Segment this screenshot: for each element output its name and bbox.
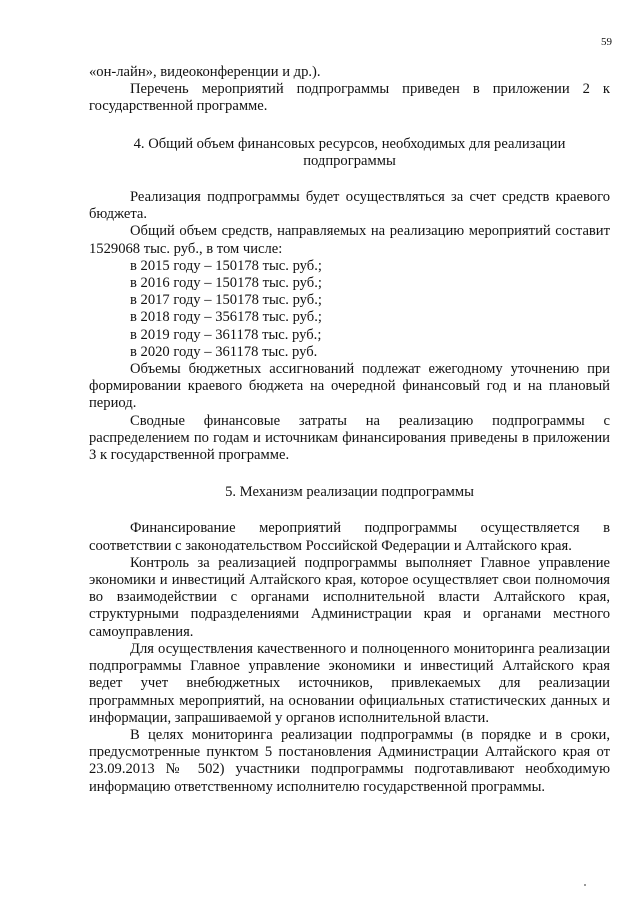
section-5-heading: 5. Механизм реализации подпрограммы: [225, 484, 474, 501]
intro-paragraph: Перечень мероприятий подпрограммы приведен в приложении 2 к государственной программе.: [89, 81, 610, 115]
year-item-2019: в 2019 году – 361178 тыс. руб.;: [130, 326, 322, 343]
year-item-2015: в 2015 году – 150178 тыс. руб.;: [130, 257, 322, 274]
section-5-paragraph-2: Контроль за реализацией подпрограммы выполняет Главное управление экономики и инвестиций Алтайского края, которое осуществляет свои полномочия во взаимодействии с органами исполнительной власти Алтайского края, структурными подразделениями Администрации края и органами местного самоуправления.: [89, 554, 610, 640]
scan-speck: [584, 884, 586, 886]
section-4-paragraph-2: Общий объем средств, направляемых на реализацию мероприятий составит 1529068 тыс. руб., в том числе:: [89, 223, 610, 257]
section-4-paragraph-4: Сводные финансовые затраты на реализацию подпрограммы с распределением по годам и источникам финансирования приведены в приложении 3 к государственной программе.: [89, 412, 610, 464]
section-4-heading: 4. Общий объем финансовых ресурсов, необходимых для реализации подпрограммы: [133, 135, 566, 169]
body-text: [89, 64, 610, 796]
year-item-2016: в 2016 году – 150178 тыс. руб.;: [130, 275, 322, 292]
intro-line: «он-лайн», видеоконференции и др.).: [89, 64, 321, 80]
year-item-2020: в 2020 году – 361178 тыс. руб.: [130, 343, 318, 360]
section-5-paragraph-1: Финансирование мероприятий подпрограммы осуществляется в соответствии с законодательством Российской Федерации и Алтайского края.: [89, 520, 610, 554]
section-5-paragraph-3: Для осуществления качественного и полноценного мониторинга реализации подпрограммы Главное управление экономики и инвестиций Алтайского края ведет учет внебюджетных источников, привлекаемых для реализации программных мероприятий, на основании официальных статистических данных и информации, запрашиваемой у органов исполнительной власти.: [89, 640, 610, 726]
section-5-paragraph-4: В целях мониторинга реализации подпрограммы (в порядке и в сроки, предусмотренные пунктом 5 постановления Администрации Алтайского края от 23.09.2013 № 502) участники подпрограммы подготавливают необходимую информацию ответственному исполнителю государственной программы.: [89, 726, 610, 795]
section-4-paragraph-1: Реализация подпрограммы будет осуществляться за счет средств краевого бюджета.: [89, 189, 610, 223]
year-item-2018: в 2018 году – 356178 тыс. руб.;: [130, 309, 322, 326]
year-item-2017: в 2017 году – 150178 тыс. руб.;: [130, 292, 322, 309]
section-4-paragraph-3: Объемы бюджетных ассигнований подлежат ежегодному уточнению при формировании краевого бюджета на очередной финансовый год и на плановый период.: [89, 361, 610, 412]
page-number: 59: [601, 36, 612, 48]
